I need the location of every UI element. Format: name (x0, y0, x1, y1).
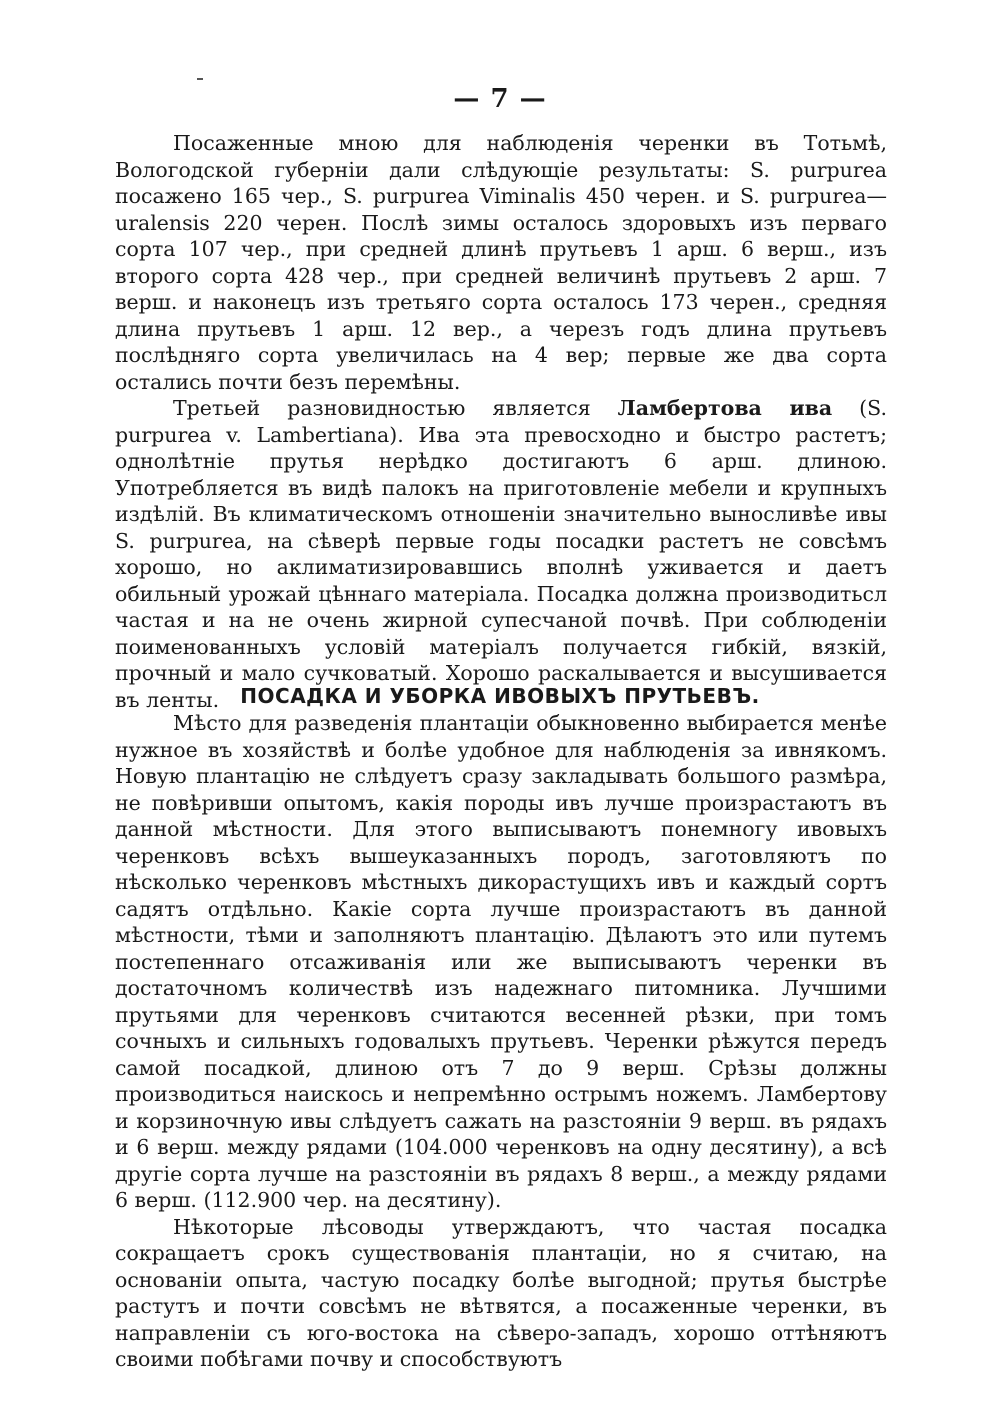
paragraph-3: Мѣсто для разведенія плантаціи обыкновенно выбирается менѣе нужное въ хозяйствѣ и болѣе удобное для наблюденія за ивнякомъ. Новую плантацію не слѣдуетъ сразу закладывать большого размѣра, не повѣривши опытомъ, какія породы ивъ лучше произрастаютъ въ данной мѣстности. Для этого выписываютъ понемногу ивовыхъ черенковъ всѣхъ вышеуказанныхъ породъ, заготовляютъ по нѣсколько черенковъ мѣстныхъ дикорастущихъ ивъ и каждый сортъ садятъ отдѣльно. Какіе сорта лучше произрастаютъ въ данной мѣстности, тѣми и заполняютъ плантацію. Дѣлаютъ это или путемъ постепеннаго отсаживанія или же выписываютъ черенки въ достаточномъ количествѣ изъ надежнаго питомника. Лучшими прутьями для черенковъ считаются весенней рѣзки, при томъ сочныхъ и сильныхъ годовалыхъ прутьевъ. Черенки рѣжутся передъ самой посадкой, длиною отъ 7 до 9 верш. Срѣзы должны производиться наискось и непремѣнно острымъ ножемъ. Ламбертову и корзиночную ивы слѣдуетъ сажать на разстояніи 9 верш. въ рядахъ и 6 верш. между рядами (104.000 черенковъ на одну десятину), а всѣ другіе сорта лучше на разстояніи въ рядахъ 8 верш., а между рядами 6 верш. (112.900 чер. на десятину). (115, 711, 887, 1212)
section-1-text (115, 130, 887, 713)
paragraph-2-lead: Третьей разновидностью является (173, 396, 618, 420)
paragraph-2-body: (S. purpurea v. Lambertiana). Ива эта превосходно и быстро растетъ; однолѣтніе прутья нерѣдко достигаютъ 6 арш. длиною. Употребляется въ видѣ палокъ на приготовленіе мебели и крупныхъ издѣлій. Въ климатическомъ отношеніи значительно выносливѣе ивы S. purpurea, на сѣверѣ первые годы посадки растетъ не совсѣмъ хорошо, но аклиматизировавшись вполнѣ уживается и даетъ обильный урожай цѣннаго матеріала. Посадка должна производитьсл частая и на не очень жирной супесчаной почвѣ. При соблюденіи поименованныхъ условій матеріалъ получается гибкій, вязкій, прочный и мало сучковатый. Хорошо раскалывается и высушивается въ ленты. (115, 396, 887, 712)
lambertova-iva-term: Ламбертова ива (617, 396, 833, 420)
section-2-text (115, 710, 887, 1373)
paragraph-4: Нѣкоторые лѣсоводы утверждаютъ, что частая посадка сокращаетъ срокъ существованія плантаціи, но я считаю, на основаніи опыта, частую посадку болѣе выгодной; прутья быстрѣе растутъ и почти совсѣмъ не вѣтвятся, а посаженные черенки, въ направленіи съ юго-востока на сѣверо-западъ, хорошо оттѣняютъ своими побѣгами почву и способствуютъ (115, 1214, 887, 1371)
print-speck (197, 78, 203, 80)
section-heading: ПОСАДКА И УБОРКА ИВОВЫХЪ ПРУТЬЕВЪ. (240, 684, 760, 708)
paragraph-2 (115, 395, 887, 713)
paragraph-1: Посаженные мною для наблюденія черенки въ Тотьмѣ, Вологодской губерніи дали слѣдующіе результаты: S. purpurea посажено 165 чер., S. purpurea Viminalis 450 черен. и S. purpurea—uralensis 220 черен. Послѣ зимы осталось здоровыхъ изъ перваго сорта 107 чер., при средней длинѣ прутьевъ 1 арш. 6 верш., изъ второго сорта 428 чер., при средней величинѣ прутьевъ 2 арш. 7 верш. и наконецъ изъ третьяго сорта осталось 173 черен., средняя длина прутьевъ 1 арш. 12 вер., а черезъ годъ длина прутьевъ послѣдняго сорта увеличилась на 4 вер; первые же два сорта остались почти безъ перемѣны. (115, 131, 887, 394)
page-number: — 7 — (453, 84, 547, 114)
